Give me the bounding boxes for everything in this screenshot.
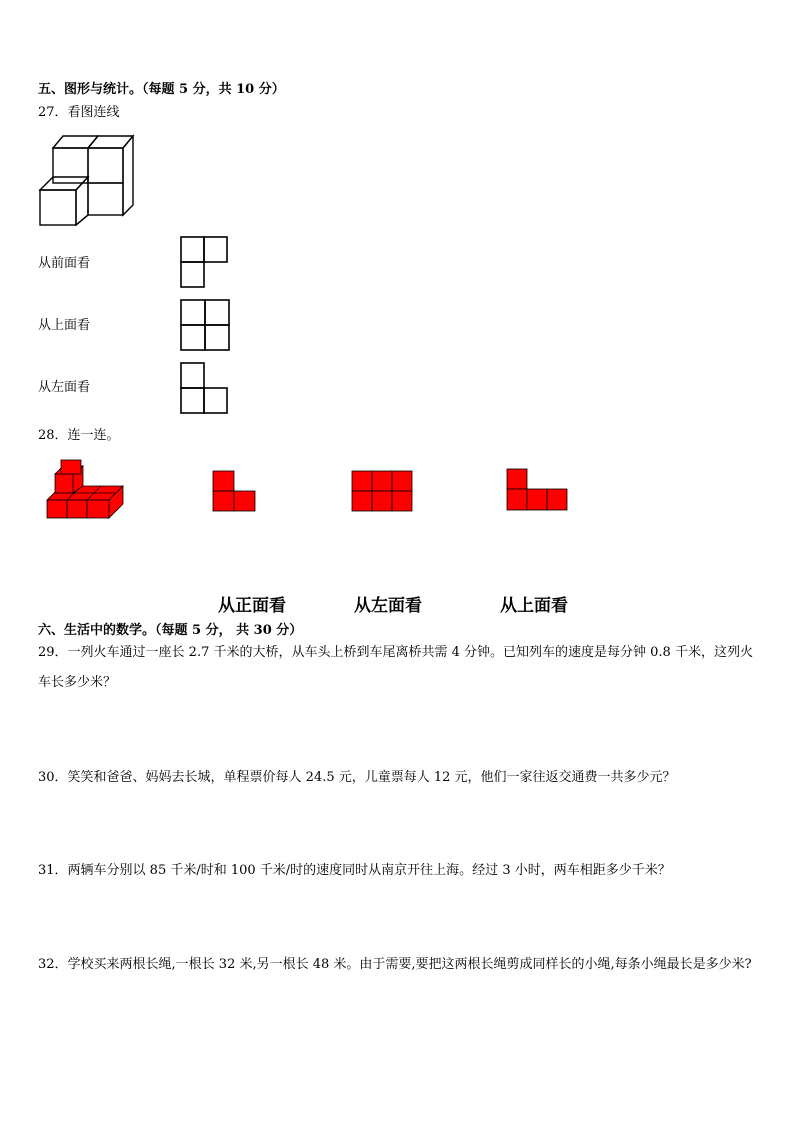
question-29: 29．一列火车通过一座长 2.7 千米的大桥，从车头上桥到车尾离桥共需 4 分钟。已知列车的速度是每分钟 0.8 千米，这列火车长多少米？ bbox=[38, 645, 753, 690]
view-shape-b bbox=[180, 299, 232, 354]
caption-left-view: 从左面看 bbox=[354, 596, 422, 616]
q28-red-view-1 bbox=[212, 470, 256, 512]
question-28-title: 28．连一连。 bbox=[38, 428, 120, 443]
caption-top-view: 从上面看 bbox=[500, 596, 568, 616]
view-label-front: 从前面看 bbox=[38, 256, 91, 271]
section-6-heading: 六、生活中的数学。（每题 5 分， 共 30 分） bbox=[38, 623, 303, 638]
view-label-top: 从上面看 bbox=[38, 318, 91, 333]
caption-front-view: 从正面看 bbox=[218, 596, 286, 616]
q28-red-block-figure bbox=[45, 458, 127, 520]
section-5-heading: 五、图形与统计。（每题 5 分，共 10 分） bbox=[38, 82, 285, 97]
question-31: 31．两辆车分别以 85 千米/时和 100 千米/时的速度同时从南京开往上海。经过 3 小时，两车相距多少千米？ bbox=[38, 863, 671, 878]
q28-red-view-2 bbox=[351, 470, 413, 512]
q28-red-view-3 bbox=[506, 468, 570, 512]
view-label-left: 从左面看 bbox=[38, 380, 91, 395]
question-32: 32．学校买来两根长绳,一根长 32 米,另一根长 48 米。由于需要,要把这两根长绳剪成同样长的小绳,每条小绳最长是多少米? bbox=[38, 957, 752, 972]
question-27-title: 27．看图连线 bbox=[38, 105, 120, 120]
question-30: 30．笑笑和爸爸、妈妈去长城，单程票价每人 24.5 元，儿童票每人 12 元，他们一家往返交通费一共多少元？ bbox=[38, 770, 676, 785]
q27-cube-figure bbox=[38, 130, 133, 230]
view-shape-a bbox=[180, 236, 230, 291]
view-shape-c bbox=[180, 362, 230, 417]
